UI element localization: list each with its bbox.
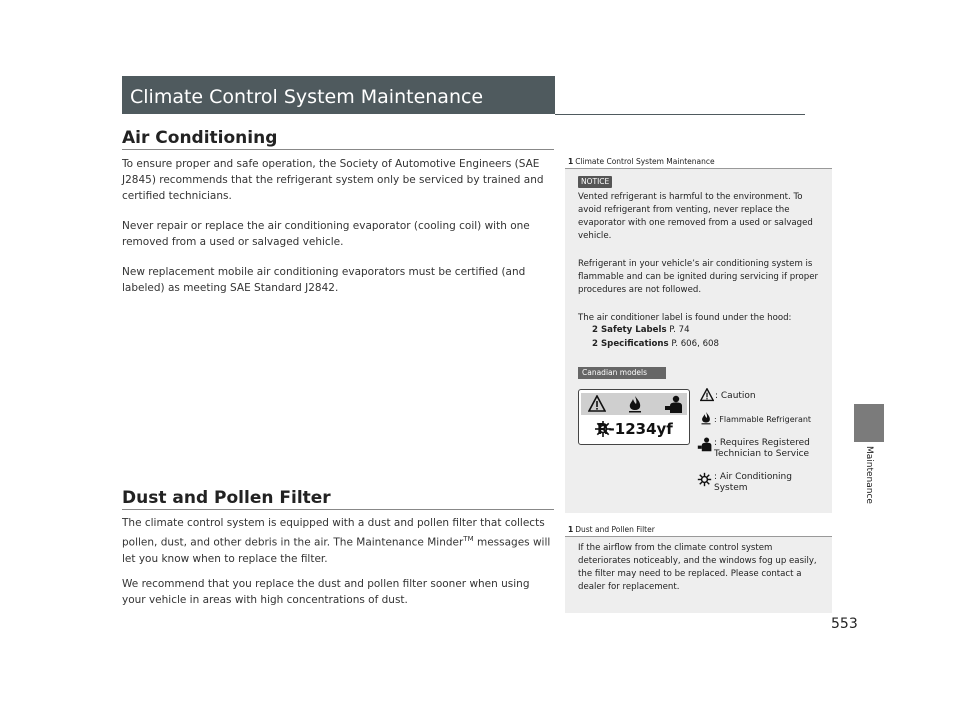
label-location-note: The air conditioner label is found under the hood: [578,313,792,323]
note-marker: 1 [568,525,574,534]
caution-triangle-icon [588,395,606,413]
ref-label: Safety Labels [600,325,667,335]
heading-dust-pollen-filter: Dust and Pollen Filter [122,488,331,508]
trademark-mark: TM [463,535,474,543]
dust-paragraph-2: We recommend that you replace the dust and pollen filter sooner when using your vehicle in areas with high concentrations of dust. [122,578,530,606]
notice-text: Vented refrigerant is harmful to the environment. To avoid refrigerant from venting, never replace the evaporator with one removed from a used or salvaged vehicle. [578,192,813,241]
refrigerant-type-text: R-1234yf [597,420,673,438]
heading-rule [122,149,554,150]
canadian-models-tag: Canadian models [578,367,666,379]
ref-arrow-icon: 2 [592,325,598,335]
ac-paragraph-1: To ensure proper and safe operation, the Society of Automotive Engineers (SAE J2845) recommends that the refrigerant system only be serviced by trained and certified technicians. [122,158,544,202]
technician-icon [664,394,684,414]
link-safety-labels[interactable] [592,325,690,335]
ac-paragraph-2: Never repair or replace the air conditioning evaporator (cooling coil) with one removed from a used or salvaged vehicle. [122,220,530,248]
chapter-label: Maintenance [864,446,874,504]
heading-rule [122,509,554,510]
note-marker: 1 [568,157,574,166]
link-specifications[interactable] [592,339,719,349]
dust-filter-note: If the airflow from the climate control system deteriorates noticeably, and the windows fog up easily, the filter may need to be replaced. Please contact a dealer for replacement. [578,543,817,592]
flammable-note: Refrigerant in your vehicle’s air conditioning system is flammable and can be ignited during servicing if proper procedures are not followed. [578,259,819,295]
note-title-text: Climate Control System Maintenance [575,157,715,166]
flame-icon [627,395,643,413]
sidebar-note-title [568,525,655,534]
ref-arrow-icon: 2 [592,339,598,349]
legend-caution: : Caution [715,391,756,401]
legend-technician: : Requires Registered Technician to Service [714,438,810,459]
caution-triangle-icon [700,388,714,402]
ref-page: P. 606, 608 [671,339,719,349]
ref-label: Specifications [600,339,669,349]
page-title: Climate Control System Maintenance [130,86,484,108]
note-title-text: Dust and Pollen Filter [575,525,655,534]
legend-flammable: : Flammable Refrigerant [714,415,812,424]
technician-icon [697,436,713,452]
legend-ac-system: : Air Conditioning System [714,472,792,493]
dust-paragraph-1 [122,515,554,567]
ref-page: P. 74 [669,325,690,335]
flame-icon [700,411,712,425]
notice-badge: NOTICE [578,176,612,188]
sidebar-note-title [568,157,715,166]
sidebar-rule [565,168,832,169]
sidebar-rule [565,536,832,537]
heading-air-conditioning: Air Conditioning [122,128,278,148]
ac-paragraph-3: New replacement mobile air conditioning evaporators must be certified (and labeled) as meeting SAE Standard J2842. [122,266,526,294]
page-number: 553 [831,616,858,632]
dust-paragraph-1-end: messages will let you know when to replace the filter. [122,536,551,565]
ac-system-icon [697,472,712,487]
banner-rule [555,114,805,115]
chapter-tab [854,404,884,442]
dust-paragraph-1-start: The climate control system is equipped with a dust and pollen filter that collects pollen, dust, and other debris in the air. The Maintenance Minder [122,517,545,549]
